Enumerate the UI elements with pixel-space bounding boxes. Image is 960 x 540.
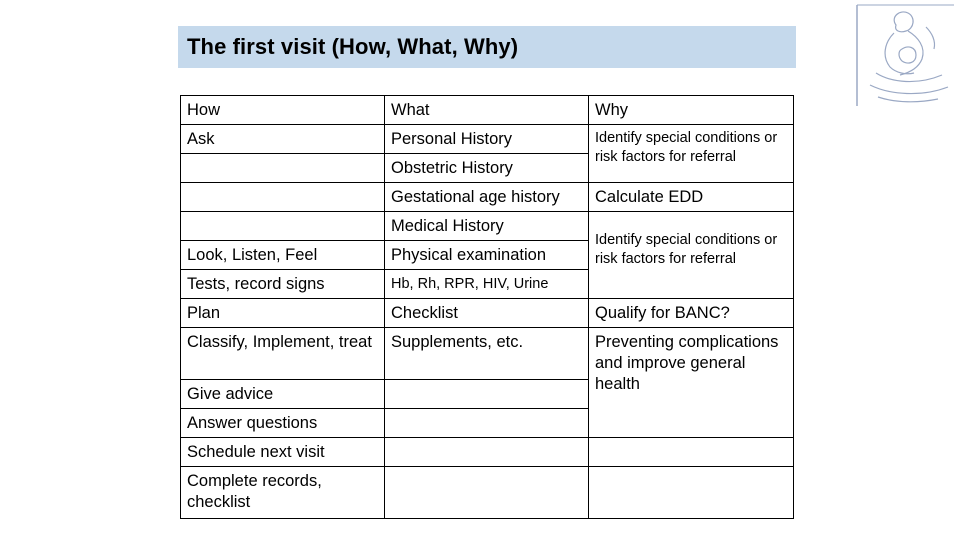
- table-row: [181, 328, 794, 380]
- mother-and-child-icon: [856, 3, 955, 107]
- table-row: [181, 467, 794, 519]
- header-what: What: [385, 96, 589, 125]
- how-cell: Look, Listen, Feel: [181, 241, 385, 270]
- what-cell: [385, 467, 589, 519]
- what-cell: Physical examination: [385, 241, 589, 270]
- why-cell: Qualify for BANC?: [589, 299, 794, 328]
- what-cell: Gestational age history: [385, 183, 589, 212]
- slide-title: The first visit (How, What, Why): [187, 34, 519, 59]
- how-cell: Give advice: [181, 380, 385, 409]
- table-row: [181, 299, 794, 328]
- table-row: [181, 212, 794, 241]
- how-cell: [181, 183, 385, 212]
- why-cell: Calculate EDD: [589, 183, 794, 212]
- how-cell: Plan: [181, 299, 385, 328]
- why-cell: Identify special conditions or risk factors for referral: [589, 212, 794, 299]
- table-row: [181, 438, 794, 467]
- how-cell: Complete records, checklist: [181, 467, 385, 519]
- why-cell: [589, 438, 794, 467]
- table-row: [181, 125, 794, 154]
- first-visit-table: [180, 95, 794, 519]
- what-cell: Obstetric History: [385, 154, 589, 183]
- table-row: [181, 183, 794, 212]
- what-cell: Checklist: [385, 299, 589, 328]
- what-cell: Personal History: [385, 125, 589, 154]
- header-how: How: [181, 96, 385, 125]
- why-cell: Preventing complications and improve general health: [589, 328, 794, 438]
- how-cell: Schedule next visit: [181, 438, 385, 467]
- how-cell: Ask: [181, 125, 385, 154]
- how-cell: [181, 212, 385, 241]
- how-cell: Tests, record signs: [181, 270, 385, 299]
- how-cell: Answer questions: [181, 409, 385, 438]
- why-cell: [589, 467, 794, 519]
- slide-title-bar: [178, 26, 796, 68]
- what-cell: [385, 380, 589, 409]
- how-cell: [181, 154, 385, 183]
- header-why: Why: [589, 96, 794, 125]
- what-cell: Supplements, etc.: [385, 328, 589, 380]
- what-cell: [385, 438, 589, 467]
- what-cell: [385, 409, 589, 438]
- what-cell: Hb, Rh, RPR, HIV, Urine: [385, 270, 589, 299]
- how-cell: Classify, Implement, treat: [181, 328, 385, 380]
- table-header-row: [181, 96, 794, 125]
- what-cell: Medical History: [385, 212, 589, 241]
- why-cell: Identify special conditions or risk factors for referral: [589, 125, 794, 183]
